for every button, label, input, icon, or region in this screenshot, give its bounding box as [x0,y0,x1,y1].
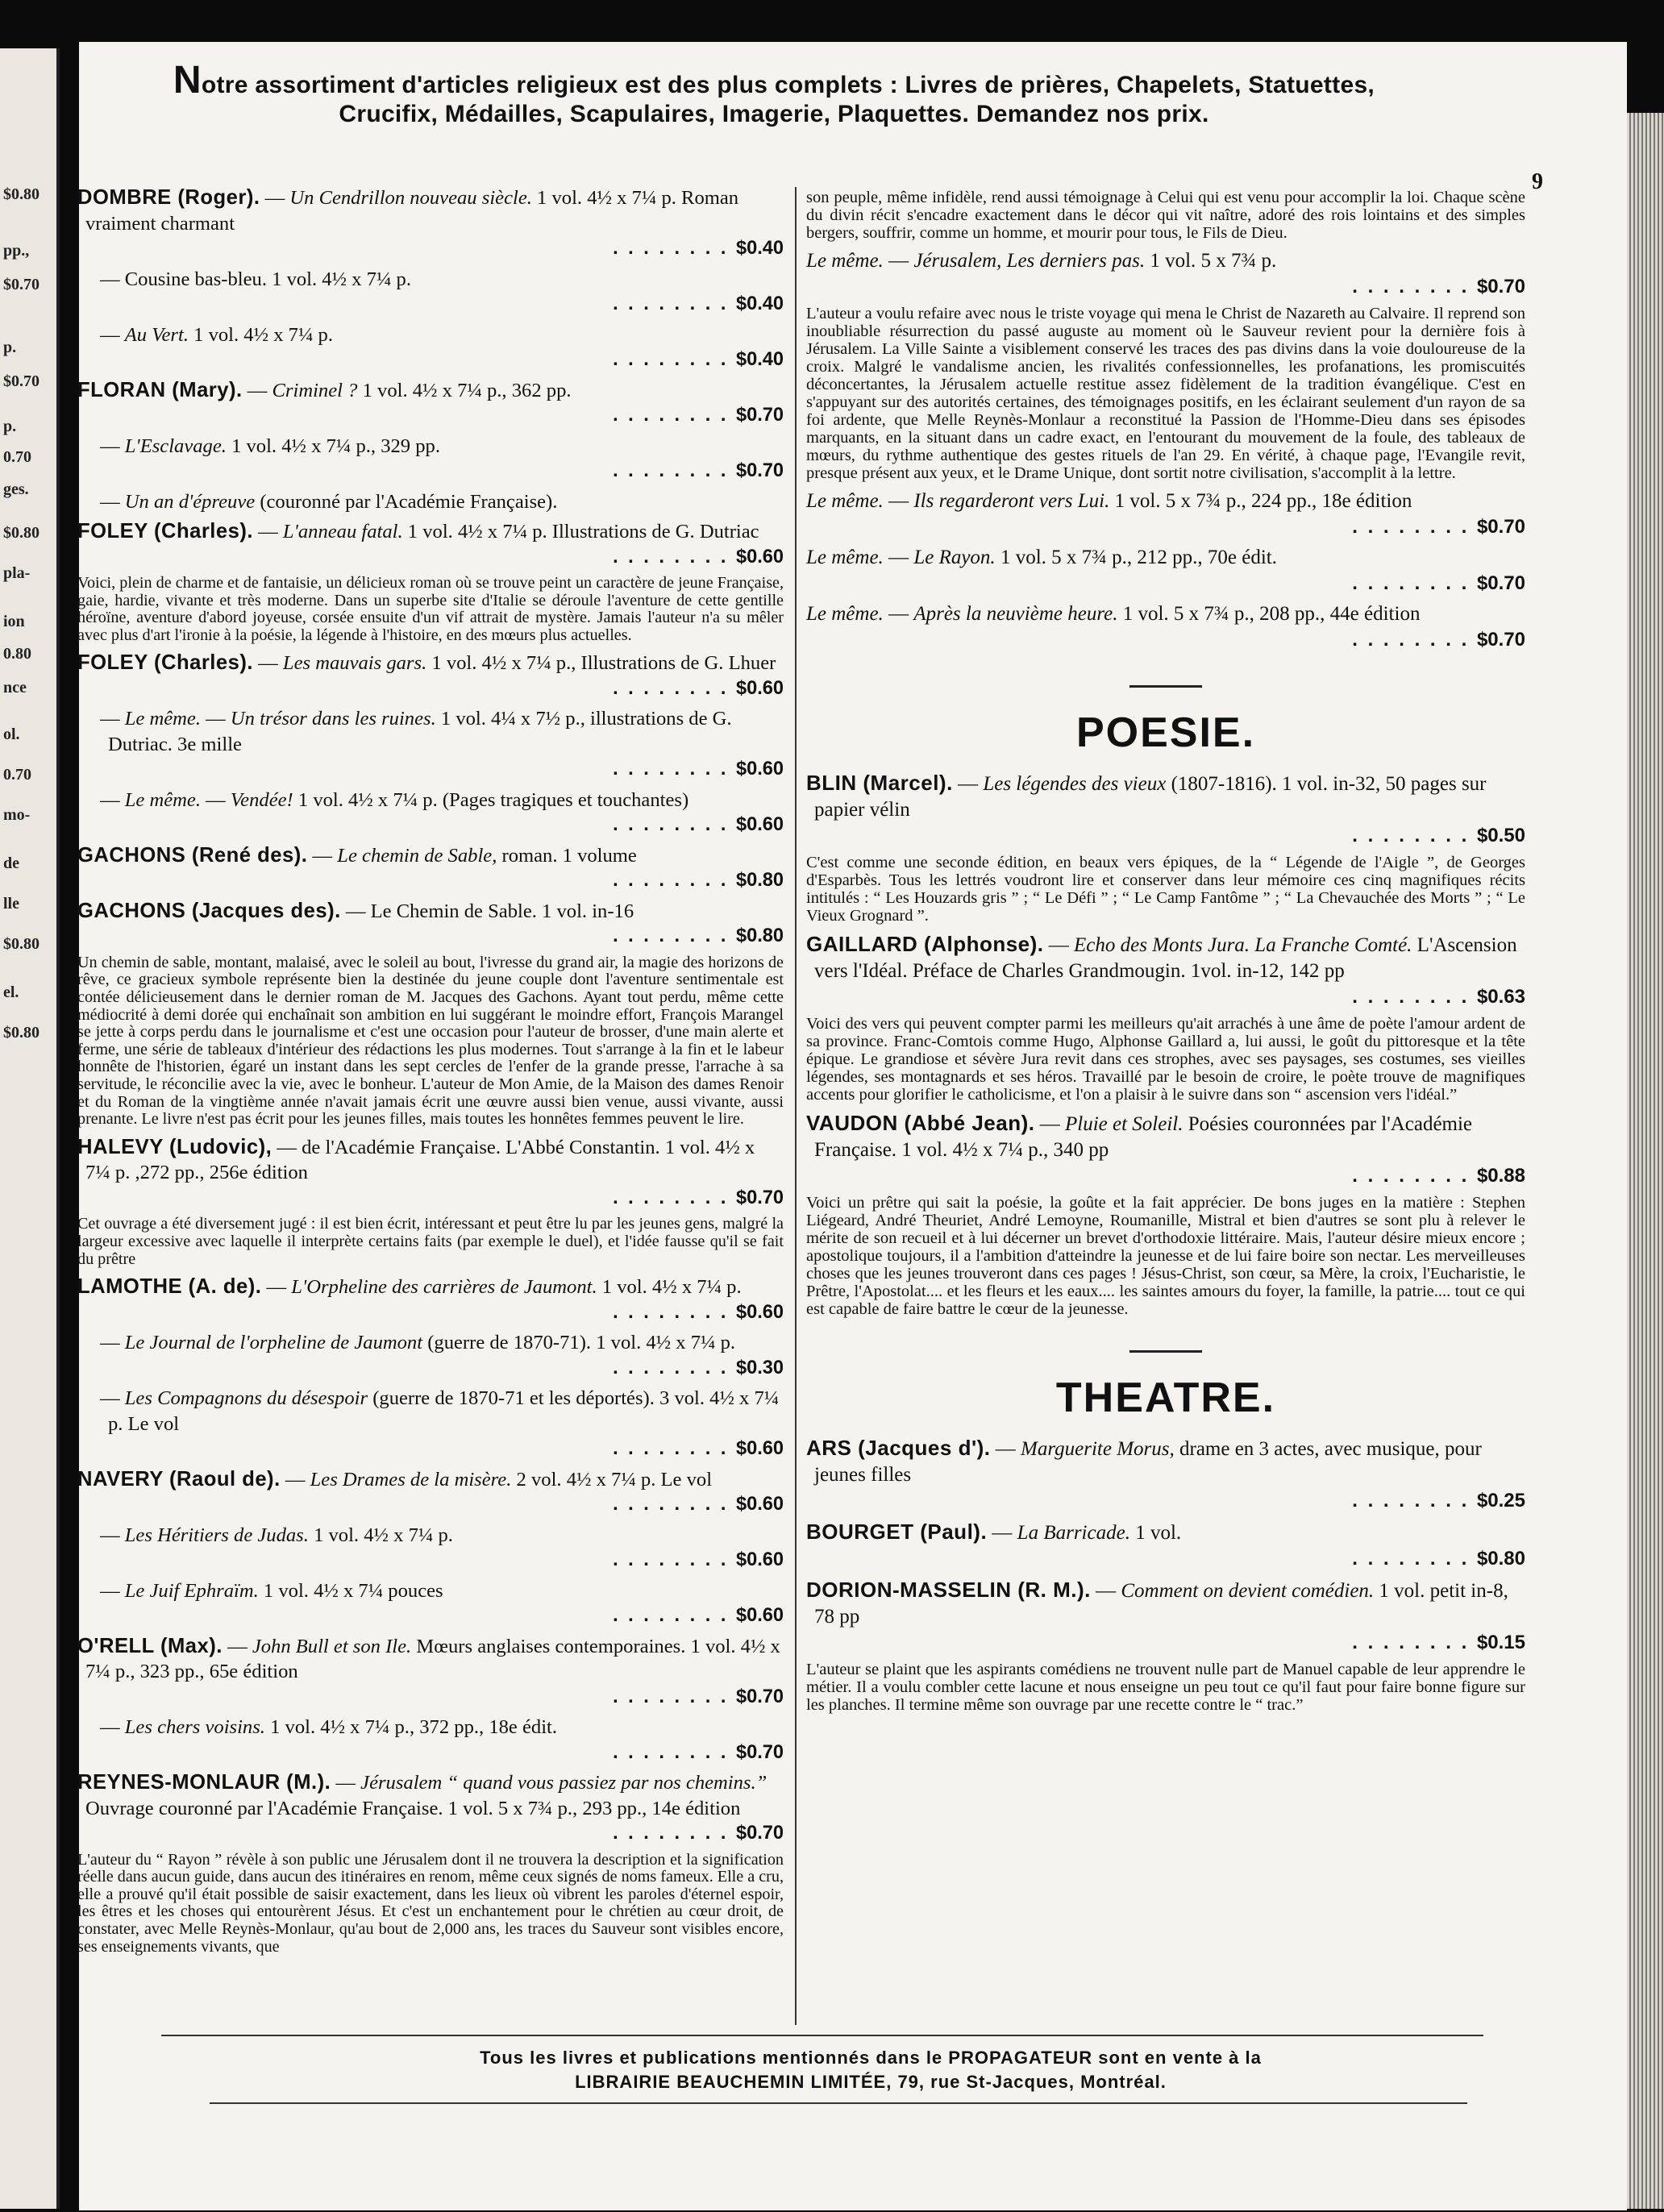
book-entry [77,1386,784,1462]
entry-separator: — [260,187,290,209]
entry-description: Un chemin de sable, montant, malaisé, avec le soleil au bout, l'ivresse du grand air, la magie des horizons de rêve, ce gracieux symbole représente bien la destinée du jeune couple dont l'aventure sentimentale est contée délicieusement dans le dernier roman de M. Jacques des Gachons. Ayant tout perdu, même cette médiocrité à demi dorée qui enchaînait son ambition en lui suggérant le moindre effort, François Marangel se jette à corps perdu dans le journalisme et c'est une occasion pour l'auteur de brosser, d'une main alerte et ferme, une série de tableaux d'intérieur des rédactions les plus modernes. Tout s'arrange à la fin et le labeur honnête de l'historien, égaré un instant dans les sept cercles de l'enfer de la grande presse, l'arrache à sa servitude, le réconcilie avec la vie, avec le bonheur. L'auteur de Mon Amie, de la Maison des dames Renoir et du Roman de la vingtième année n'avait jamais écrit une œuvre aussi bien venue, aussi vivante, aussi prenante. Le livre n'est pas écrit pour les jeunes filles, mais toutes les honnêtes femmes peuvent le lire. [77,953,784,1129]
book-entry [77,843,784,894]
entry-price: $0.80 [1476,1548,1525,1570]
book-entry [77,519,784,570]
entry-separator: — [990,1438,1021,1460]
entry-price: $0.60 [735,546,784,568]
entry-price: $0.40 [735,349,784,370]
entry-price: $0.70 [735,1823,784,1844]
entry-title: Le Journal de l'orpheline de Jaumont [124,1332,423,1354]
entry-title: Un an d'épreuve [124,490,256,513]
leader-dots: . . . . . . . . [613,814,736,836]
section-rule [1129,1350,1202,1353]
prev-page-fragment: 0.80 [3,645,31,663]
leader-dots: . . . . . . . . [1352,1490,1477,1511]
book-entry [806,770,1525,849]
book-entry [77,1634,784,1711]
entry-description: C'est comme une seconde édition, en beaux vers épiques, de la “ Légende de l'Aigle ”, de Georges d'Esparbès. Tous les lettrés voudront lire et conserver dans leur mémoire ces cinq magnifiques récits intitulés : “ Les Houzards gris ” ; “ Le Défi ” ; “ Le Camp Fantôme ” ; “ La Chevauchée des Morts ” ; “ Le Vieux Grognard ”. [806,854,1525,925]
entry-dash: — [100,434,125,457]
entry-title: Criminel ? [272,379,358,401]
leader-dots: . . . . . . . . [613,1301,736,1323]
entry-title: Le même. [806,603,884,625]
book-entry [77,1523,784,1574]
entry-details: 1 vol. 4½ x 7¼ p., Illustrations de G. Lhuer [431,652,776,675]
entry-title: Au Vert. [124,323,189,346]
entry-dash: — [100,268,125,290]
prev-page-fragment: 0.70 [3,448,31,466]
entry-separator: — [1090,1580,1121,1602]
entry-price: $0.60 [735,1301,784,1323]
book-entry [806,545,1525,597]
header-dropcap: N [173,59,202,102]
entry-separator: — [201,788,231,811]
entry-price: $0.15 [1476,1632,1525,1653]
book-block-edge [1627,113,1664,2209]
book-entry [77,1770,784,1847]
prev-page-fragment: $0.80 [3,185,40,203]
book-entry [77,1135,784,1212]
book-entry [77,1715,784,1765]
footer-rule-bottom [210,2102,1467,2104]
entry-details: L'Ascension vers l'Idéal. Préface de Charles Grandmougin. 1vol. in-12, 142 pp [814,934,1517,982]
entry-separator: — [331,1772,361,1794]
book-entry [806,1519,1525,1572]
prev-page-fragment: 0.70 [3,766,31,784]
previous-page-edge [0,48,60,2209]
entry-author: GAILLARD (Alphonse). [806,932,1044,956]
book-entry [806,1435,1525,1514]
entry-dash: — [100,1716,125,1739]
book-entry [806,489,1525,540]
book-entry [806,931,1525,1010]
leader-dots: . . . . . . . . [1352,629,1477,651]
leader-dots: . . . . . . . . [613,1823,736,1844]
entry-title: Le même. [124,788,201,811]
leader-dots: . . . . . . . . [1352,825,1477,846]
leader-dots: . . . . . . . . [1352,1632,1477,1653]
entry-price: $0.70 [1476,572,1525,594]
entry-subtitle: Le Rayon. [913,547,996,568]
entry-author: BLIN (Marcel). [806,771,953,795]
entry-price: $0.60 [735,1605,784,1627]
book-entry [806,248,1525,300]
entry-author: LAMOTHE (A. de). [77,1275,262,1299]
entry-title: L'anneau fatal. [282,521,403,543]
prev-page-fragment: el. [3,983,19,1001]
entry-author: GACHONS (René des). [77,843,308,867]
leader-dots: . . . . . . . . [613,925,736,947]
entry-dash: — [100,1332,125,1354]
book-entry [77,1578,784,1629]
entry-subtitle: Un trésor dans les ruines. [230,708,436,730]
entry-details: (1807-1816). 1 vol. in-32, 50 pages sur papier vélin [814,773,1487,821]
header-line-2: Crucifix, Médailles, Scapulaires, Imagerie, Plaquettes. Demandez nos prix. [339,101,1209,127]
entry-separator: — [242,379,272,401]
prev-page-fragment: $0.70 [3,372,40,390]
entry-price: $0.63 [1476,986,1525,1008]
entry-title: Les Compagnons du désespoir [124,1387,368,1410]
book-entry [77,434,784,484]
entry-separator: — [253,521,283,543]
entry-details: 1 vol. 5 x 7¾ p. [1150,250,1277,272]
entry-price: $0.40 [735,293,784,314]
prev-page-fragment: p. [3,418,17,435]
book-entry [77,788,784,838]
book-entry [77,1274,784,1325]
prev-page-fragment: de [3,854,19,872]
entry-author: REYNES-MONLAUR (M.). [77,1771,331,1794]
entry-title: Cousine bas-bleu. [124,268,267,290]
entry-title: Echo des Monts Jura. La Franche Comté. [1074,934,1412,956]
entry-price: $0.80 [735,870,784,892]
entry-details: (guerre de 1870-71). 1 vol. 4½ x 7¼ p. [427,1332,736,1354]
entry-title: Les mauvais gars. [282,652,427,675]
entry-price: $0.40 [735,238,784,259]
footer [242,2046,1500,2094]
entry-title: Le chemin de Sable, [337,844,497,867]
entry-author: DOMBRE (Roger). [77,186,260,209]
entry-description: L'auteur du “ Rayon ” révèle à son public une Jérusalem dont il ne trouvera la description et la signification réelle dans aucun guide, dans aucun des itinéraires en renom, même ceux signés de noms fameux. Elle a cru, elle a prouvé qu'il était possible de saisir exactement, dans les lieux où vibrent les paroles d'éternel espoir, les êtres et les choses qui entourèrent Jésus. Et c'est un enchantement pour le chrétien au cœur droit, de constater, avec Melle Reynès-Monlaur, qu'au bout de 2,000 ans, les traces du Sauveur sont visibles encore, ses enseignements vivants, que [77,1850,784,1956]
leader-dots: . . . . . . . . [1352,1548,1477,1570]
entry-details: 1 vol. 4½ x 7¼ p. Roman vraiment charmant [85,187,739,235]
leader-dots: . . . . . . . . [613,1686,736,1707]
book-entry [77,899,784,950]
entry-details: 1 vol. 4½ x 7¼ p., 372 pp., 18e édit. [270,1716,558,1739]
entry-separator: — [883,490,914,512]
prev-page-fragment: mo- [3,806,31,824]
entry-details: 1 vol. 4½ x 7¼ p., 329 pp. [231,434,440,457]
entry-price: $0.60 [735,1494,784,1516]
footer-line-2: LIBRAIRIE BEAUCHEMIN LIMITÉE, 79, rue St-Jacques, Montréal. [575,2072,1167,2092]
book-entry [77,185,784,262]
entry-dash: — [100,1579,125,1602]
section-title: THEATRE. [1055,1374,1276,1421]
leader-dots: . . . . . . . . [613,546,736,568]
book-entry [77,1330,784,1381]
entry-separator: — [340,900,371,922]
page-number: 9 [1532,169,1543,194]
entry-details: de l'Académie Française. L'Abbé Constantin. 1 vol. 4½ x 7¼ p. ,272 pp., 256e édition [85,1136,755,1184]
entry-details: Le Chemin de Sable. 1 vol. in-16 [370,900,634,922]
entry-price: $0.70 [1476,516,1525,538]
entry-title: Les chers voisins. [124,1716,265,1739]
entry-title: Marguerite Morus, [1021,1438,1175,1460]
entry-details: 1 vol. 4½ x 7¼ p. (Pages tragiques et touchantes) [297,788,689,811]
entry-title: Le même. [806,547,884,568]
prev-page-fragment: pla- [3,564,31,582]
entry-dash: — [100,490,125,513]
entry-dash: — [100,323,125,346]
entry-details: 1 vol. 4½ x 7¼ p. [272,268,411,290]
entry-description: Voici un prêtre qui sait la poésie, la goûte et la fait apprécier. De bons juges en la matière : Stephen Liégeard, André Theuriet, André Lemoyne, Roumanille, Mistral et bien d'autres se sont plu à relever le mérite de son recueil et à lui décerner un brevet d'orthodoxie littéraire. Mais, l'auteur désire mieux encore ; apostolique toujours, il a l'ambition d'atteindre la jeunesse et de lui faire boire son nectar. Les merveilleuses choses que les jeunes trouveront dans ces pages ! Jésus-Christ, son cœur, sa Mère, la croix, l'Eucharistie, le Prêtre, l'Apostolat.... et les fleurs et les eaux.... les saintes amours du foyer, la famille, la patrie.... tout ce qui est capable de faire battre le cœur de la jeunesse. [806,1194,1525,1318]
leader-dots: . . . . . . . . [613,1549,736,1571]
entry-separator: — [222,1635,252,1657]
leader-dots: . . . . . . . . [613,1494,736,1516]
leader-dots: . . . . . . . . [613,1605,736,1627]
prev-page-fragment: ges. [3,480,29,498]
entry-author: FLORAN (Mary). [77,378,243,401]
entry-dash: — [100,1387,125,1410]
entry-separator: — [280,1468,310,1491]
book-entry [806,1577,1525,1656]
entry-price: $0.70 [735,1187,784,1208]
entry-author: DORION-MASSELIN (R. M.). [806,1578,1091,1602]
entry-details: 1 vol. 4½ x 7¼ p. [314,1524,453,1546]
entry-price: $0.88 [1476,1165,1525,1187]
leader-dots: . . . . . . . . [613,349,736,370]
book-entry [77,322,784,373]
book-entry [77,1467,784,1518]
header-notice [121,59,1427,129]
leader-dots: . . . . . . . . [1352,1165,1477,1187]
entry-separator: — [952,773,984,795]
section-title: POESIE. [1075,709,1256,756]
leader-dots: . . . . . . . . [613,677,736,699]
entry-separator: — [987,1522,1017,1544]
right-column [806,185,1525,1720]
entry-price: $0.60 [735,1549,784,1571]
entry-details: Poésies couronnées par l'Académie Française. 1 vol. 4½ x 7¼ p., 340 pp [814,1113,1473,1161]
entry-subtitle: Vendée! [230,788,293,811]
book-entry [77,706,784,783]
entry-author: GACHONS (Jacques des). [77,899,341,922]
entry-title: L'Esclavage. [124,434,227,457]
entry-details: 1 vol. 4½ x 7¼ p. [193,323,333,346]
entry-subtitle: Jérusalem, Les derniers pas. [913,250,1146,272]
prev-page-fragment: p. [3,339,17,356]
entry-dash: — [100,788,125,811]
leader-dots: . . . . . . . . [613,293,736,314]
entry-dash: — [100,708,125,730]
entry-price: $0.70 [1476,629,1525,651]
column-divider [795,187,797,2025]
prev-page-fragment: pp., [3,242,30,260]
entry-price: $0.30 [735,1357,784,1378]
entry-title: La Barricade. [1017,1522,1130,1544]
entry-price: $0.60 [735,759,784,780]
entry-price: $0.50 [1476,825,1525,846]
leader-dots: . . . . . . . . [1352,986,1477,1008]
book-entry [806,1110,1525,1189]
leader-dots: . . . . . . . . [1352,516,1477,538]
entry-separator: — [883,603,914,625]
entry-details: Ouvrage couronné par l'Académie Française. 1 vol. 5 x 7¾ p., 293 pp., 14e édition [85,1797,741,1819]
entry-author: O'RELL (Max). [77,1634,223,1657]
entry-title: Le même. [806,250,884,272]
entry-dash: — [100,1524,125,1546]
entry-separator: — [883,250,914,272]
entry-price: $0.60 [735,677,784,699]
entry-details: 1 vol. 4½ x 7¼ p., 362 pp. [362,379,572,401]
left-column [77,185,784,1962]
entry-details: Mœurs anglaises contemporaines. 1 vol. 4½ x 7¼ p., 323 pp., 65e édition [85,1635,780,1683]
book-entry [77,267,784,318]
entry-subtitle: Après la neuvième heure. [913,603,1118,625]
entry-price: $0.70 [735,405,784,426]
entry-details: roman. 1 volume [501,844,637,867]
leader-dots: . . . . . . . . [1352,572,1477,594]
leader-dots: . . . . . . . . [613,405,736,426]
entry-price: $0.60 [735,1438,784,1460]
entry-author: NAVERY (Raoul de). [77,1467,281,1491]
entry-title: John Bull et son Ile. [252,1635,412,1657]
prev-page-fragment: $0.80 [3,935,40,953]
entry-title: L'Orpheline des carrières de Jaumont. [291,1276,597,1299]
leader-dots: . . . . . . . . [613,1438,736,1460]
entry-title: Les légendes des vieux [983,773,1167,795]
entry-details: 1 vol. 4¼ x 7½ p., illustrations de G. Dutriac. 3e mille [108,708,732,755]
entry-title: Comment on devient comédien. [1121,1580,1375,1602]
prev-page-fragment: ion [3,613,25,630]
entry-price: $0.60 [735,814,784,836]
entry-price: $0.70 [735,460,784,481]
entry-author: HALEVY (Ludovic), [77,1135,272,1158]
book-entry [806,601,1525,653]
entry-separator: — [307,844,338,867]
leader-dots: . . . . . . . . [613,1741,736,1763]
book-entry [77,489,784,515]
leader-dots: . . . . . . . . [613,1187,736,1208]
entry-details: (couronné par l'Académie Française). [260,490,558,513]
prev-page-fragment: $0.80 [3,524,40,542]
leader-dots: . . . . . . . . [613,460,736,481]
entry-description: son peuple, même infidèle, rend aussi témoignage à Celui qui est venu pour accomplir la loi. Chaque scène du divin récit s'encadre exactement dans le décor qui vit naître, adoré des rois lointains et des simples bergers, souffrir, comme un homme, et mourir pour tous, le Fils de Dieu. [806,189,1525,242]
entry-details: 2 vol. 4½ x 7¼ p. Le vol [516,1468,713,1491]
entry-title: Le même. [124,708,201,730]
entry-description: L'auteur se plaint que les aspirants comédiens ne trouvent nulle part de Manuel capable de leur apprendre le métier. Il a voulu combler cette lacune et nous enseigne un peu tout ce qu'il faut pour faire bonne figure sur les planches. Il termine même son ouvrage par une recette contre le “ trac.” [806,1661,1525,1714]
entry-details: (guerre de 1870-71 et les déportés). 3 vol. 4½ x 7¼ p. Le vol [108,1387,780,1435]
leader-dots: . . . . . . . . [613,759,736,780]
entry-details: 1 vol. 5 x 7¾ p., 224 pp., 18e édition [1114,490,1412,512]
entry-details: 1 vol. [1135,1522,1182,1544]
entry-title: Les Héritiers de Judas. [124,1524,309,1546]
footer-rule-top [161,2035,1483,2036]
entry-price: $0.70 [735,1741,784,1763]
entry-separator: — [272,1136,302,1158]
entry-author: ARS (Jacques d'). [806,1436,991,1460]
entry-details: 1 vol. 4½ x 7¼ pouces [263,1579,443,1602]
prev-page-fragment: ol. [3,726,20,743]
book-entry [77,378,784,429]
entry-details: drame en 3 actes, avec musique, pour jeunes filles [814,1438,1482,1486]
entry-description: Voici des vers qui peuvent compter parmi les meilleurs qu'ait arrachés à une âme de poète l'amour ardent de sa province. Franc-Comtois comme Hugo, Alphonse Gaillard a, lui aussi, le goût du pittoresque et la tête épique. Le grandiose et sévère Jura revit dans ces strophes, avec ses paysages, ses costumes, ses vieilles légendes, ses montagnards et ses héros. Travaillé par le besoin de croire, le poète trouve de magnifiques accents pour glorifier le catholicisme, et l'on a plaisir à le suivre dans son “ ascension vers l'idéal.” [806,1015,1525,1104]
prev-page-fragment: nce [3,679,27,696]
entry-title: Jérusalem “ quand vous passiez par nos chemins.” [360,1772,768,1794]
entry-details: 1 vol. 5 x 7¾ p., 208 pp., 44e édition [1122,603,1421,625]
book-entry [77,651,784,701]
entry-separator: — [253,652,283,675]
footer-line-1: Tous les livres et publications mentionnés dans le PROPAGATEUR sont en vente à la [480,2048,1262,2068]
entry-price: $0.80 [735,925,784,947]
entry-separator: — [1034,1113,1065,1135]
entry-details: 1 vol. 4½ x 7¼ p. [601,1276,742,1299]
entry-title: Un Cendrillon nouveau siècle. [289,187,532,209]
leader-dots: . . . . . . . . [613,238,736,259]
entry-author: VAUDON (Abbé Jean). [806,1111,1035,1135]
entry-author: FOLEY (Charles). [77,520,254,543]
entry-description: L'auteur a voulu refaire avec nous le triste voyage qui mena le Christ de Nazareth au Calvaire. Il reprend son inoubliable résurrection du passé auguste au moment où le Sauveur revient pour la dernière fois à Jérusalem. La Ville Sainte a visiblement conservé les traces des pas divins dans la voie douloureuse de la croix. Malgré le vandalisme ancien, les rivalités confessionnelles, les profanations, les promiscuités déconcertantes, la Jérusalem actuelle restitue assez fidèlement de la tradition évangélique. C'est en s'appuyant sur des autorités certaines, des témoignages positifs, en les éclairant seulement d'un rayon de sa foi ardente, que Melle Reynès-Monlaur a reconstitué la Passion de l'Homme-Dieu dans ses épisodes marquants, en la situant dans un cadre exact, en l'entourant du mouvement de la foule, des tableaux de mœurs, du rythme authentique des gestes rituels de l'an 29. En vérité, à chaque page, l'Evangile revit, presque présent aux yeux, et le Drame Unique, dont sortit notre civilisation, s'accomplit à la lettre. [806,305,1525,482]
entry-separator: — [883,547,914,568]
entry-description: Voici, plein de charme et de fantaisie, un délicieux roman où se trouve peint un caractère de jeune Française, gaie, hardie, vivante et très moderne. Dans un superbe site d'Italie se déroule l'aventure de cette gentille héroïne, aventure d'abord joyeuse, corsée ensuite d'un vif attrait de mystère. Jamais l'auteur n'a su mêler avec plus d'art l'ironie à la poésie, la légende à l'histoire, en des mœurs plus actuelles. [77,574,784,644]
entry-price: $0.70 [735,1686,784,1707]
entry-details: 1 vol. 4½ x 7¼ p. Illustrations de G. Dutriac [407,521,759,543]
entry-title: Le Juif Ephraïm. [124,1579,259,1602]
entry-details: 1 vol. petit in-8, 78 pp [814,1580,1508,1628]
entry-title: Les Drames de la misère. [310,1468,512,1491]
entry-separator: — [1043,934,1075,956]
entry-separator: — [261,1276,292,1299]
entry-author: BOURGET (Paul). [806,1520,988,1544]
entry-separator: — [201,708,231,730]
entry-description: Cet ouvrage a été diversement jugé : il est bien écrit, intéressant et peut être lu par les jeunes gens, malgré la largeur excessive avec laquelle il interprète certains faits (par exemple le duel), et l'idée fausse qu'il se fait du prêtre [77,1215,784,1268]
entry-title: Pluie et Soleil. [1065,1113,1184,1135]
entry-author: FOLEY (Charles). [77,651,254,675]
entry-title: Le même. [806,490,884,512]
prev-page-fragment: lle [3,895,19,913]
leader-dots: . . . . . . . . [1352,276,1477,297]
leader-dots: . . . . . . . . [613,1357,736,1378]
entry-price: $0.70 [1476,276,1525,297]
prev-page-fragment: $0.70 [3,276,40,293]
section-rule [1129,685,1202,688]
entry-subtitle: Ils regarderont vers Lui. [913,490,1110,512]
prev-page-fragment: $0.80 [3,1024,40,1042]
entry-price: $0.25 [1476,1490,1525,1511]
leader-dots: . . . . . . . . [613,870,736,892]
entry-details: 1 vol. 5 x 7¾ p., 212 pp., 70e édit. [1000,547,1277,568]
header-line-1: otre assortiment d'articles religieux est des plus complets : Livres de prières, Chapelets, Statuettes, [201,72,1375,98]
